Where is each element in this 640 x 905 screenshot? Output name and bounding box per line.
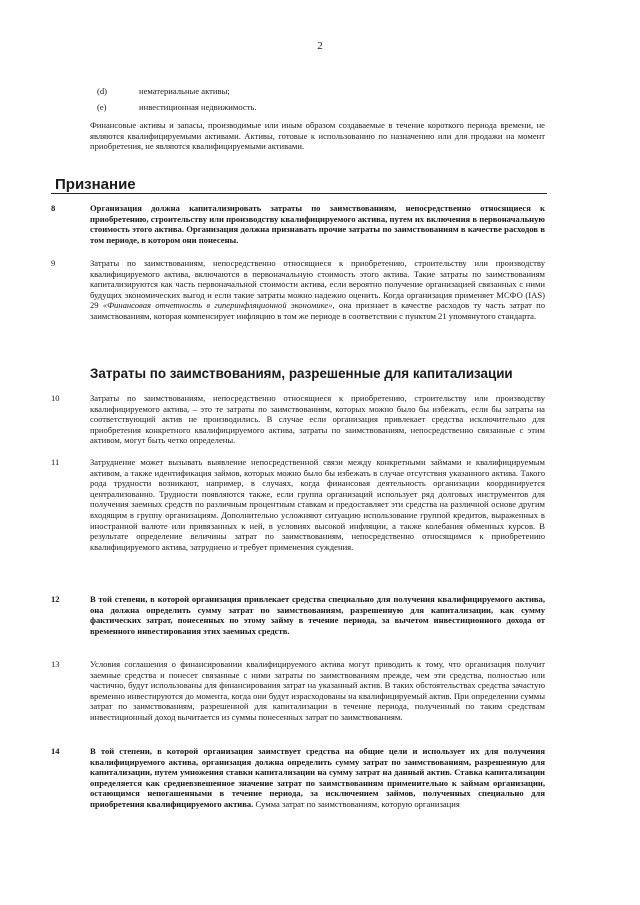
paragraph-13: Условия соглашения о финансировании квалифицируемого актива могут приводить к тому, что организация получит заемные средства и понесет связанные с ними затраты по заимствованиям прежде, чем эти средства, полностью или частично, будут использованы для финансирования затрат на указанный актив. В таких обстоятельствах средства зачастую временно инвестируются до момента, когда они будут израсходованы на квалифицируемый актив. При определении суммы затрат по заимствованиям, разрешенной для капитализации в течение периода, полученный по таким средствам инвестиционный доход вычитается из суммы понесенных затрат по заимствованиям.	[90, 659, 545, 722]
paragraph-number: 13	[51, 659, 60, 669]
paragraph-12: В той степени, в которой организация привлекает средства специально для получения квалифицируемого актива, она должна определить сумму затрат по заимствованиям, разрешенную для капитализации, как сумму фактических затрат, понесенных по этому займу в течение периода, за вычетом инвестиционного дохода от временного инвестирования этих заемных средств.	[90, 594, 545, 636]
paragraph-10: Затраты по заимствованиям, непосредственно относящиеся к приобретению, строительству или производству квалифицируемого актива, – это те затраты по заимствованиям, которых можно было бы избежать, если бы затраты на соответствующий актив не производились. В случае если организация привлекает средства исключительно для приобретения конкретного квалифицируемого актива, затраты по заимствованиям, непосредственно связанные с этим активом, могут быть четко определены.	[90, 393, 545, 446]
paragraph-11: Затруднение может вызывать выявление непосредственной связи между конкретными займами и квалифицируемым активом, а также идентификация займов, которых можно было бы избежать в случае отсутствия указанного актива. Такого рода трудности возникают, например, в случаях, когда финансовая деятельность организации координируется централизованно. Трудности появляются также, если группа организаций использует ряд долговых инструментов для получения заемных средств по различным процентным ставкам и предоставляет эти средства на различной основе другим входящим в группу организациям. Дополнительно усложняют ситуацию использование группой кредитов, выраженных в иностранной валюте или привязанных к ней, в условиях высокой инфляции, а также колебания обменных курсов. В результате определение величины затрат по заимствованиям, непосредственно относящимся к приобретению квалифицируемого актива, затруднено и требует применения суждения.	[90, 457, 545, 552]
paragraph-8: Организация должна капитализировать затраты по заимствованиям, непосредственно относящиеся к приобретению, строительству или производству квалифицируемого актива, путем их включения в первоначальную стоимость этого актива. Организация должна признавать прочие затраты по заимствованиям в качестве расходов в том периоде, в котором они понесены.	[90, 203, 545, 245]
list-item	[97, 86, 230, 96]
paragraph-number: 8	[51, 203, 56, 213]
paragraph-number: 10	[51, 393, 60, 403]
section-heading-recognition: Признание	[55, 176, 136, 193]
standard-title: «Финансовая отчетность в гиперинфляционной экономике»	[102, 300, 333, 311]
paragraph-9-text-a: Затраты по заимствованиям, непосредственно относящиеся к приобретению, строительству или производству квалифицируемого актива, включаются в первоначальную стоимость этого актива. Такие затраты по заимствованиям капитализируются как часть первоначальной стоимости актива, если вероятно получение организацией связанных с ними будущих экономических выгод и если такие затраты можно надежно оценить. Когда организация применяет МСФО (IAS) 29	[90, 258, 545, 311]
section-heading-costs: Затраты по заимствованиям, разрешенные для капитализации	[90, 366, 513, 381]
list-item-text: инвестиционная недвижимость.	[139, 102, 257, 112]
list-item-text: нематериальные активы;	[139, 86, 230, 96]
list-item-label: (e)	[97, 102, 107, 112]
section-divider	[51, 193, 547, 194]
paragraph-9-text-b: , она признает в качестве расходов ту часть затрат по заимствованиям, которая компенсирует инфляцию в том же периоде в соответствии с пунктом 21 упомянутого стандарта.	[90, 300, 545, 321]
page-number: 2	[317, 40, 323, 52]
paragraph-number: 9	[51, 258, 56, 268]
intro-paragraph: Финансовые активы и запасы, производимые или иным образом создаваемые в течение короткого периода времени, не являются квалифицируемыми активами. Активы, готовые к использованию по назначению или для продажи на момент приобретения, не являются квалифицируемыми активами.	[90, 120, 545, 152]
paragraph-14-text: Сумма затрат по заимствованиям, которую организация	[253, 798, 460, 809]
paragraph-number: 14	[51, 746, 60, 756]
paragraph-number: 11	[51, 457, 60, 467]
paragraph-14-bold-text: В той степени, в которой организация заимствует средства на общие цели и использует их для получения квалифицируемого актива, организация должна определить сумму затрат по заимствованиям, разрешенную для капитализации, путем умножения ставки капитализации на сумму затрат на данный актив. Ставка капитализации определяется как средневзвешенное значение затрат по заимствованиям применительно к займам организации, остающимся непогашенными в течение периода, за исключением займов, полученных специально для приобретения квалифицируемого актива.	[90, 746, 545, 809]
paragraph-number: 12	[51, 594, 60, 604]
paragraph-9	[90, 258, 545, 322]
paragraph-14	[90, 746, 545, 810]
list-item-label: (d)	[97, 86, 108, 96]
list-item	[97, 102, 256, 112]
